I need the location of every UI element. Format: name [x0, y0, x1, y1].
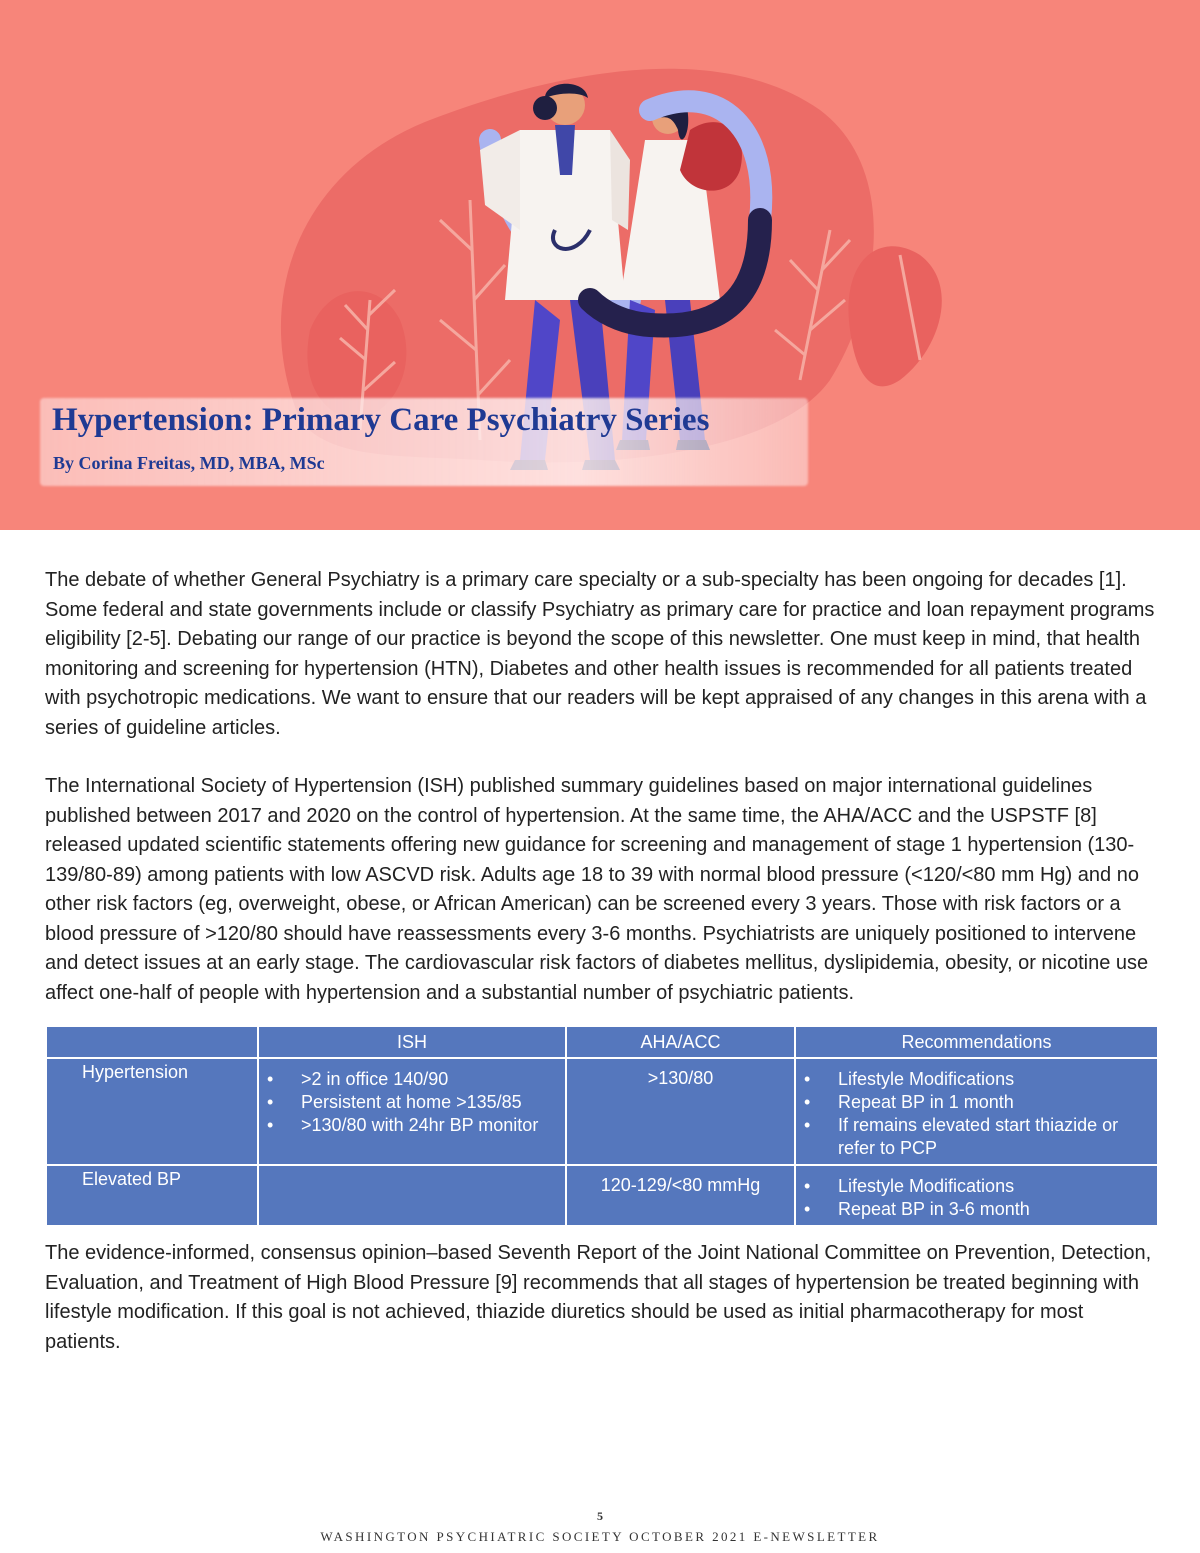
author-byline: By Corina Freitas, MD, MBA, MSc [53, 453, 325, 473]
article-title: Hypertension: Primary Care Psychiatry Series [52, 402, 710, 438]
row-label: Hypertension [46, 1058, 258, 1165]
body-paragraph-1: The debate of whether General Psychiatry is a primary care specialty or a sub-specialty has been ongoing for decades [1]. Some federal and state governments include or classify Psychiatry as primary care for practice and loan repayment programs eligibility [2-5]. Debating our range of our practice is beyond the scope of this newsletter. One must keep in mind, that health monitoring and screening for hypertension (HTN), Diabetes and other health issues is recommended for all patients treated with psychotropic medications. We want to ensure that our readers will be kept appraised of any changes in this arena with a series of guideline articles. [45, 569, 1155, 739]
table-header-cell: Recommendations [795, 1026, 1158, 1058]
aha-criteria-cell: 120-129/<80 mmHg [566, 1165, 795, 1226]
table-header-row [46, 1026, 1158, 1058]
table-row [46, 1165, 1158, 1226]
list-item: • Persistent at home >135/85 [267, 1091, 557, 1114]
ish-criteria-cell [258, 1058, 566, 1165]
list-item: • If remains elevated start thiazide or refer to PCP [804, 1114, 1149, 1160]
recommendations-cell [795, 1058, 1158, 1165]
list-item: • >2 in office 140/90 [267, 1068, 557, 1091]
aha-criteria-cell: >130/80 [566, 1058, 795, 1165]
list-item: • Lifestyle Modifications [804, 1068, 1149, 1091]
page-number: 5 [597, 1509, 603, 1523]
body-paragraph-2: The International Society of Hypertension (ISH) published summary guidelines based on major international guidelines published between 2017 and 2020 on the control of hypertension. At the same time, the AHA/ACC and the USPSTF [8] released updated scientific statements offering new guidance for screening and management of stage 1 hypertension (130-139/80-89) among patients with low ASCVD risk. Adults age 18 to 39 with normal blood pressure (<120/<80 mm Hg) and no other risk factors (eg, overweight, obese, or African American) can be screened every 3 years. Those with risk factors or a blood pressure of >120/80 should have reassessments every 3-6 months. Psychiatrists are uniquely positioned to intervene and detect issues at an early stage. The cardiovascular risk factors of diabetes mellitus, dyslipidemia, obesity, or nicotine use affect one-half of people with hypertension and a substantial number of psychiatric patients. [45, 775, 1149, 1004]
ish-criteria-cell [258, 1165, 566, 1226]
list-item: • Lifestyle Modifications [804, 1175, 1149, 1198]
hypertension-guidelines-table [45, 1025, 1159, 1227]
publication-footer: WASHINGTON PSYCHIATRIC SOCIETY OCTOBER 2021 E-NEWSLETTER [320, 1529, 880, 1544]
list-item: • Repeat BP in 3-6 month [804, 1198, 1149, 1221]
row-label: Elevated BP [46, 1165, 258, 1226]
table-header-cell [46, 1026, 258, 1058]
list-item: • >130/80 with 24hr BP monitor [267, 1114, 557, 1137]
body-paragraph-3: The evidence-informed, consensus opinion–based Seventh Report of the Joint National Committee on Prevention, Detection, Evaluation, and Treatment of High Blood Pressure [9] recommends that all stages of hypertension be treated beginning with lifestyle modification. If this goal is not achieved, thiazide diuretics should be used as initial pharmacotherapy for most patients. [45, 1242, 1152, 1353]
header-hero [0, 0, 1200, 530]
list-item: • Repeat BP in 1 month [804, 1091, 1149, 1114]
recommendations-cell [795, 1165, 1158, 1226]
table-row [46, 1058, 1158, 1165]
table-header-cell: ISH [258, 1026, 566, 1058]
table-header-cell: AHA/ACC [566, 1026, 795, 1058]
